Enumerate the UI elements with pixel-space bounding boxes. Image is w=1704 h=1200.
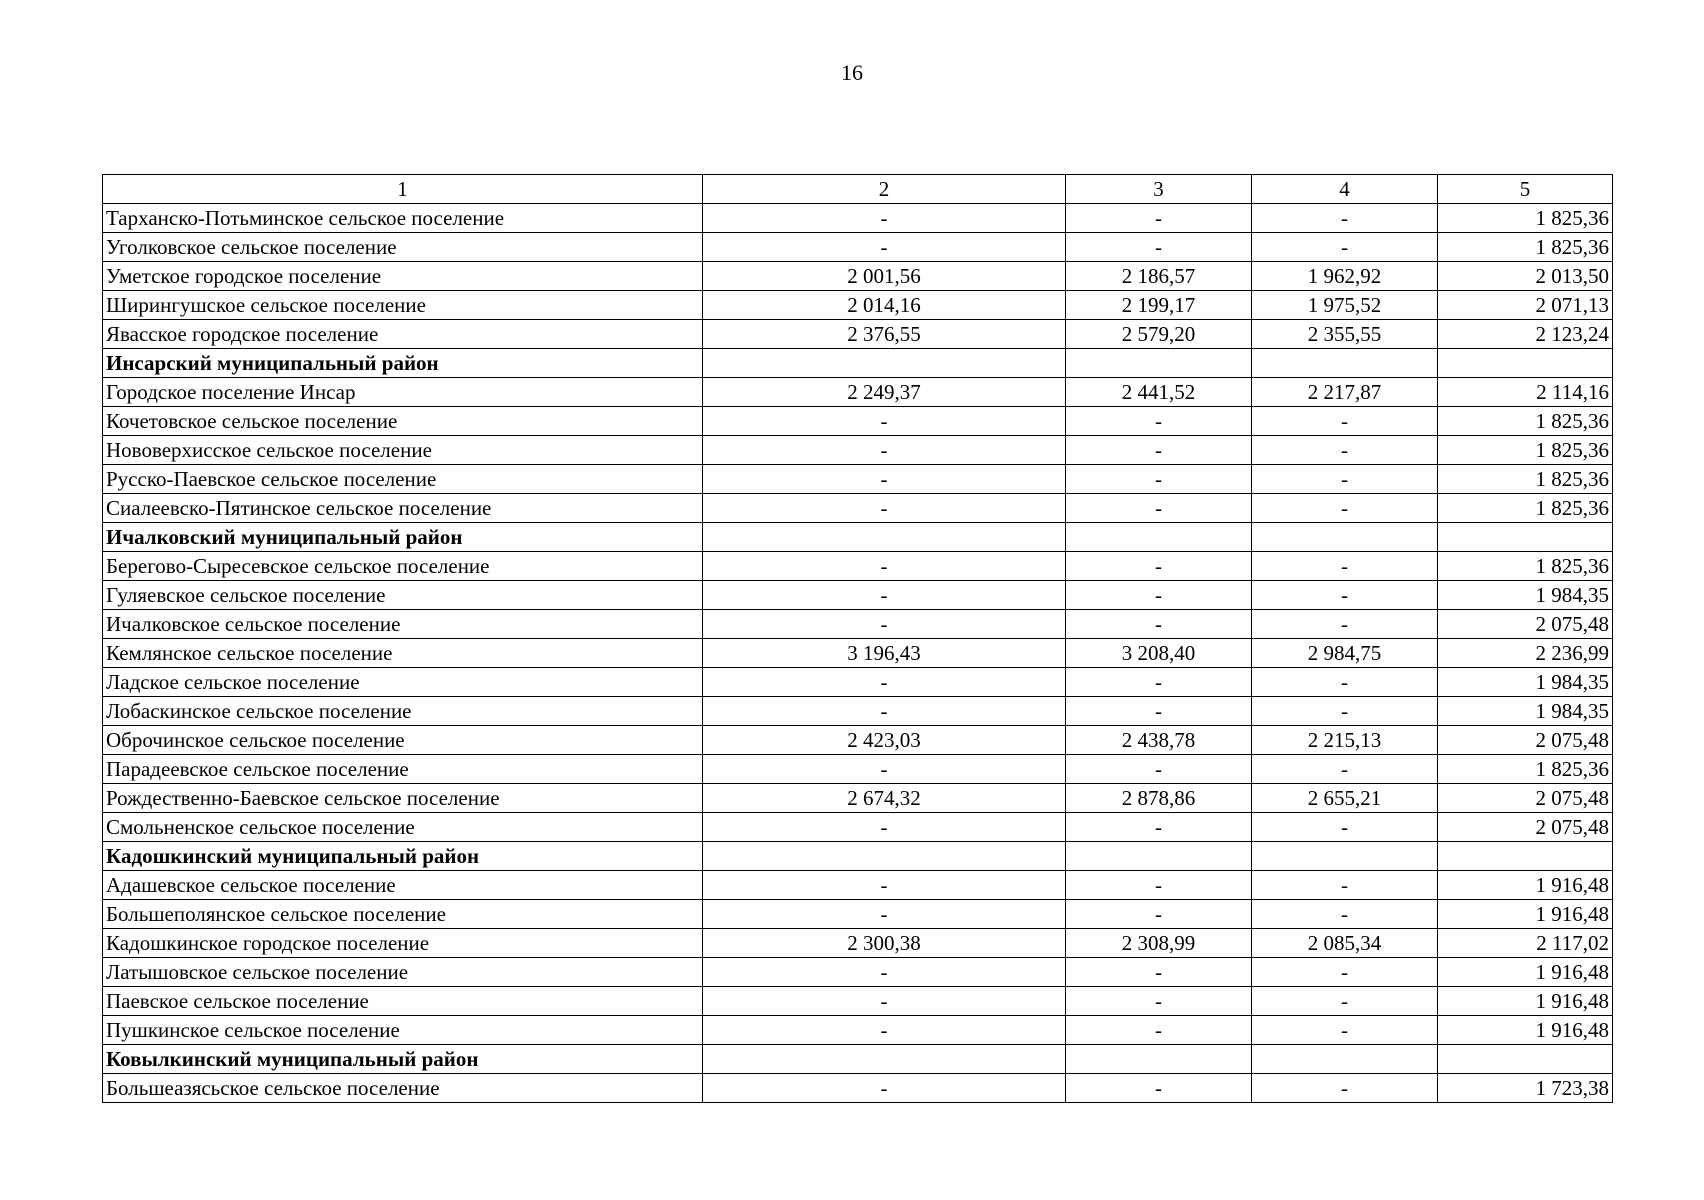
value-cell-col2: - (703, 813, 1066, 842)
settlement-name-cell: Лобаскинское сельское поселение (103, 697, 703, 726)
value-cell-col4: - (1252, 610, 1438, 639)
value-cell-col3: 2 186,57 (1066, 262, 1252, 291)
value-cell-col2: - (703, 900, 1066, 929)
value-cell-col3: - (1066, 697, 1252, 726)
value-cell-col3: 2 878,86 (1066, 784, 1252, 813)
value-cell-col5: 2 075,48 (1438, 726, 1613, 755)
value-cell-col3: - (1066, 581, 1252, 610)
value-cell-col2: - (703, 610, 1066, 639)
value-cell-col5: 1 916,48 (1438, 871, 1613, 900)
table-row (103, 784, 1613, 813)
table-row (103, 726, 1613, 755)
table-row (103, 1016, 1613, 1045)
value-cell-col2 (703, 842, 1066, 871)
settlement-name-cell: Нововерхисское сельское поселение (103, 436, 703, 465)
settlement-name-cell: Берегово-Сыресевское сельское поселение (103, 552, 703, 581)
value-cell-col5: 2 071,13 (1438, 291, 1613, 320)
value-cell-col5: 1 916,48 (1438, 958, 1613, 987)
value-cell-col5 (1438, 842, 1613, 871)
value-cell-col5: 1 723,38 (1438, 1074, 1613, 1103)
settlement-name-cell: Кадошкинский муниципальный район (103, 842, 703, 871)
value-cell-col4: - (1252, 871, 1438, 900)
value-cell-col3: - (1066, 987, 1252, 1016)
value-cell-col2: 2 423,03 (703, 726, 1066, 755)
settlement-name-cell: Ковылкинский муниципальный район (103, 1045, 703, 1074)
value-cell-col2: - (703, 407, 1066, 436)
value-cell-col3: - (1066, 436, 1252, 465)
value-cell-col3: - (1066, 668, 1252, 697)
table-row (103, 639, 1613, 668)
value-cell-col2: - (703, 204, 1066, 233)
settlement-name-cell: Кадошкинское городское поселение (103, 929, 703, 958)
value-cell-col5: 1 916,48 (1438, 987, 1613, 1016)
settlement-name-cell: Рождественно-Баевское сельское поселение (103, 784, 703, 813)
value-cell-col2: 3 196,43 (703, 639, 1066, 668)
value-cell-col5: 2 013,50 (1438, 262, 1613, 291)
value-cell-col5: 1 916,48 (1438, 1016, 1613, 1045)
value-cell-col2: - (703, 958, 1066, 987)
value-cell-col5: 1 825,36 (1438, 755, 1613, 784)
value-cell-col4: 1 975,52 (1252, 291, 1438, 320)
value-cell-col5: 1 825,36 (1438, 233, 1613, 262)
settlement-name-cell: Сиалеевско-Пятинское сельское поселение (103, 494, 703, 523)
value-cell-col4: 2 217,87 (1252, 378, 1438, 407)
value-cell-col3: - (1066, 552, 1252, 581)
table-row (103, 552, 1613, 581)
value-cell-col2: - (703, 552, 1066, 581)
value-cell-col3: - (1066, 407, 1252, 436)
value-cell-col4 (1252, 1045, 1438, 1074)
value-cell-col5: 1 984,35 (1438, 697, 1613, 726)
value-cell-col2: 2 376,55 (703, 320, 1066, 349)
value-cell-col5: 2 075,48 (1438, 784, 1613, 813)
settlement-name-cell: Явасское городское поселение (103, 320, 703, 349)
value-cell-col2: - (703, 755, 1066, 784)
value-cell-col5: 1 825,36 (1438, 494, 1613, 523)
settlement-name-cell: Латышовское сельское поселение (103, 958, 703, 987)
value-cell-col3: - (1066, 233, 1252, 262)
settlement-name-cell: Оброчинское сельское поселение (103, 726, 703, 755)
value-cell-col4: - (1252, 436, 1438, 465)
settlement-name-cell: Ичалковский муниципальный район (103, 523, 703, 552)
table-row (103, 494, 1613, 523)
district-row (103, 349, 1613, 378)
table-row (103, 755, 1613, 784)
value-cell-col4: 2 655,21 (1252, 784, 1438, 813)
value-cell-col3: - (1066, 813, 1252, 842)
column-header: 3 (1066, 175, 1252, 204)
value-cell-col4: - (1252, 494, 1438, 523)
settlement-name-cell: Ичалковское сельское поселение (103, 610, 703, 639)
value-cell-col5: 2 117,02 (1438, 929, 1613, 958)
settlement-name-cell: Уголковское сельское поселение (103, 233, 703, 262)
table-row (103, 233, 1613, 262)
value-cell-col3: - (1066, 900, 1252, 929)
settlement-name-cell: Русско-Паевское сельское поселение (103, 465, 703, 494)
value-cell-col4 (1252, 523, 1438, 552)
settlement-name-cell: Уметское городское поселение (103, 262, 703, 291)
settlement-name-cell: Ладское сельское поселение (103, 668, 703, 697)
value-cell-col3: - (1066, 1016, 1252, 1045)
value-cell-col2: - (703, 1016, 1066, 1045)
settlement-name-cell: Кемлянское сельское поселение (103, 639, 703, 668)
value-cell-col4: 2 984,75 (1252, 639, 1438, 668)
value-cell-col4: - (1252, 233, 1438, 262)
value-cell-col2: - (703, 465, 1066, 494)
tariff-table (102, 174, 1613, 1103)
value-cell-col2 (703, 1045, 1066, 1074)
value-cell-col2: - (703, 668, 1066, 697)
value-cell-col5: 2 114,16 (1438, 378, 1613, 407)
table-row (103, 987, 1613, 1016)
column-header: 1 (103, 175, 703, 204)
value-cell-col5: 2 236,99 (1438, 639, 1613, 668)
table-row (103, 813, 1613, 842)
table-row (103, 204, 1613, 233)
value-cell-col5: 2 123,24 (1438, 320, 1613, 349)
value-cell-col5 (1438, 523, 1613, 552)
column-header: 2 (703, 175, 1066, 204)
value-cell-col2: - (703, 1074, 1066, 1103)
value-cell-col4: - (1252, 1074, 1438, 1103)
value-cell-col5: 1 984,35 (1438, 668, 1613, 697)
settlement-name-cell: Пушкинское сельское поселение (103, 1016, 703, 1045)
district-row (103, 842, 1613, 871)
value-cell-col5: 1 825,36 (1438, 552, 1613, 581)
value-cell-col3: 2 438,78 (1066, 726, 1252, 755)
value-cell-col4: - (1252, 552, 1438, 581)
table-row (103, 291, 1613, 320)
settlement-name-cell: Большеполянское сельское поселение (103, 900, 703, 929)
table-row (103, 668, 1613, 697)
value-cell-col4: 2 085,34 (1252, 929, 1438, 958)
value-cell-col4: - (1252, 755, 1438, 784)
value-cell-col4: - (1252, 204, 1438, 233)
table-row (103, 958, 1613, 987)
value-cell-col2: - (703, 581, 1066, 610)
value-cell-col5: 2 075,48 (1438, 813, 1613, 842)
settlement-name-cell: Смольненское сельское поселение (103, 813, 703, 842)
district-row (103, 523, 1613, 552)
value-cell-col5: 1 825,36 (1438, 465, 1613, 494)
settlement-name-cell: Кочетовское сельское поселение (103, 407, 703, 436)
value-cell-col2: - (703, 871, 1066, 900)
value-cell-col2: - (703, 697, 1066, 726)
value-cell-col3 (1066, 1045, 1252, 1074)
value-cell-col2: 2 300,38 (703, 929, 1066, 958)
table-row (103, 871, 1613, 900)
settlement-name-cell: Паевское сельское поселение (103, 987, 703, 1016)
value-cell-col5: 1 916,48 (1438, 900, 1613, 929)
value-cell-col5 (1438, 349, 1613, 378)
value-cell-col4: - (1252, 958, 1438, 987)
value-cell-col4: - (1252, 407, 1438, 436)
settlement-name-cell: Парадеевское сельское поселение (103, 755, 703, 784)
value-cell-col4: - (1252, 813, 1438, 842)
value-cell-col4: 1 962,92 (1252, 262, 1438, 291)
value-cell-col3 (1066, 842, 1252, 871)
settlement-name-cell: Городское поселение Инсар (103, 378, 703, 407)
value-cell-col5: 1 825,36 (1438, 436, 1613, 465)
value-cell-col3 (1066, 349, 1252, 378)
table-row (103, 378, 1613, 407)
value-cell-col3: 2 579,20 (1066, 320, 1252, 349)
value-cell-col4: - (1252, 987, 1438, 1016)
value-cell-col4: - (1252, 1016, 1438, 1045)
settlement-name-cell: Ширингушское сельское поселение (103, 291, 703, 320)
settlement-name-cell: Гуляевское сельское поселение (103, 581, 703, 610)
header-row (103, 175, 1613, 204)
value-cell-col5: 1 825,36 (1438, 204, 1613, 233)
table-row (103, 581, 1613, 610)
table-row (103, 900, 1613, 929)
value-cell-col3: 2 308,99 (1066, 929, 1252, 958)
table-row (103, 697, 1613, 726)
value-cell-col5: 2 075,48 (1438, 610, 1613, 639)
value-cell-col2: 2 249,37 (703, 378, 1066, 407)
value-cell-col3: - (1066, 494, 1252, 523)
column-header: 4 (1252, 175, 1438, 204)
table-row (103, 1074, 1613, 1103)
value-cell-col3: 3 208,40 (1066, 639, 1252, 668)
value-cell-col2: - (703, 494, 1066, 523)
value-cell-col3: - (1066, 465, 1252, 494)
value-cell-col3: - (1066, 871, 1252, 900)
table-row (103, 320, 1613, 349)
table-row (103, 465, 1613, 494)
value-cell-col3: - (1066, 610, 1252, 639)
value-cell-col2: 2 674,32 (703, 784, 1066, 813)
value-cell-col4: - (1252, 668, 1438, 697)
value-cell-col3: - (1066, 1074, 1252, 1103)
column-header: 5 (1438, 175, 1613, 204)
table-row (103, 262, 1613, 291)
value-cell-col2: 2 001,56 (703, 262, 1066, 291)
settlement-name-cell: Большеазясьское сельское поселение (103, 1074, 703, 1103)
value-cell-col2 (703, 349, 1066, 378)
page-number: 16 (841, 60, 863, 85)
value-cell-col4: - (1252, 465, 1438, 494)
value-cell-col4: 2 215,13 (1252, 726, 1438, 755)
value-cell-col3: 2 441,52 (1066, 378, 1252, 407)
table-row (103, 436, 1613, 465)
value-cell-col3 (1066, 523, 1252, 552)
table-row (103, 610, 1613, 639)
value-cell-col3: - (1066, 204, 1252, 233)
table-row (103, 407, 1613, 436)
value-cell-col4 (1252, 349, 1438, 378)
value-cell-col3: - (1066, 958, 1252, 987)
value-cell-col4: - (1252, 581, 1438, 610)
value-cell-col4: - (1252, 697, 1438, 726)
value-cell-col3: 2 199,17 (1066, 291, 1252, 320)
value-cell-col5: 1 984,35 (1438, 581, 1613, 610)
settlement-name-cell: Адашевское сельское поселение (103, 871, 703, 900)
settlement-name-cell: Инсарский муниципальный район (103, 349, 703, 378)
value-cell-col3: - (1066, 755, 1252, 784)
value-cell-col5 (1438, 1045, 1613, 1074)
table-body (103, 204, 1613, 1103)
value-cell-col4: - (1252, 900, 1438, 929)
settlement-name-cell: Тарханско-Потьминское сельское поселение (103, 204, 703, 233)
value-cell-col4: 2 355,55 (1252, 320, 1438, 349)
value-cell-col2: - (703, 436, 1066, 465)
value-cell-col2 (703, 523, 1066, 552)
district-row (103, 1045, 1613, 1074)
value-cell-col2: - (703, 987, 1066, 1016)
value-cell-col4 (1252, 842, 1438, 871)
value-cell-col5: 1 825,36 (1438, 407, 1613, 436)
value-cell-col2: 2 014,16 (703, 291, 1066, 320)
value-cell-col2: - (703, 233, 1066, 262)
table-row (103, 929, 1613, 958)
